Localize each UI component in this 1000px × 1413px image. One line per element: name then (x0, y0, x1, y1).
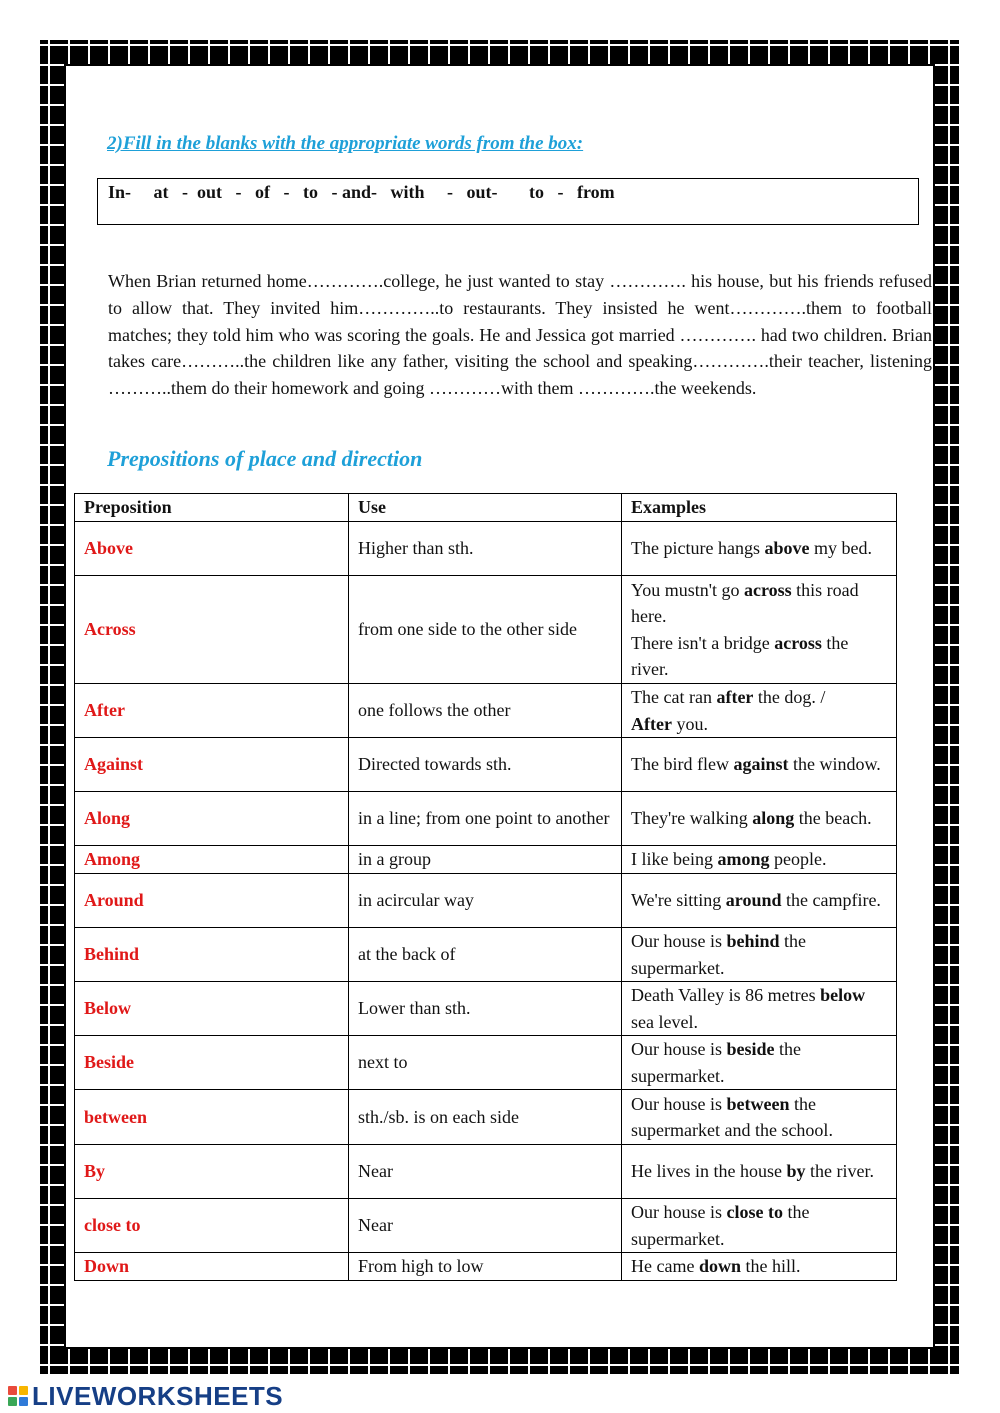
examples-cell (622, 1036, 897, 1090)
example-text: people. (769, 849, 827, 870)
example-text: you. (671, 713, 708, 734)
word-box: In- at - out - of - to - and- with - out- to - from (97, 178, 919, 225)
use-cell: one follows the other (349, 684, 622, 738)
example-sentence (631, 711, 887, 738)
example-text: the hill. (741, 1256, 801, 1277)
example-text: the beach. (794, 808, 872, 829)
table-row (75, 1253, 897, 1281)
preposition-cell: Behind (75, 928, 349, 982)
fill-in-passage: When Brian returned home………….college, he just wanted to stay …………. his house, but his friends refused to allow that. They invited him…………..to restaurants. They insisted he went………….them to football matches; they told him who was scoring the goals. He and Jessica got married …………. had two children. Brian takes care………..the children like any father, visiting the school and speaking………….their teacher, listening ………..them do their homework and going …………with them ………….the weekends. (108, 271, 932, 399)
logo-text: LIVEWORKSHEETS (32, 1380, 284, 1411)
example-keyword: around (725, 890, 782, 911)
use-cell: Lower than sth. (349, 982, 622, 1036)
use-cell: Higher than sth. (349, 522, 622, 576)
logo-block (8, 1397, 17, 1406)
examples-cell (622, 522, 897, 576)
table-row (75, 792, 897, 846)
table-row (75, 928, 897, 982)
preposition-cell: Across (75, 576, 349, 684)
examples-cell (622, 1199, 897, 1253)
example-sentence (631, 577, 887, 630)
example-keyword: After (631, 713, 672, 734)
examples-cell (622, 982, 897, 1036)
example-text: the window. (788, 754, 881, 775)
preposition-cell: After (75, 684, 349, 738)
example-text: sea level. (631, 1011, 698, 1032)
example-text: The cat ran (631, 687, 717, 707)
table-row (75, 1145, 897, 1199)
example-text: I like being (631, 849, 718, 870)
example-text: The picture hangs (631, 538, 765, 559)
examples-cell (622, 792, 897, 846)
examples-cell (622, 928, 897, 982)
preposition-cell: By (75, 1145, 349, 1199)
table-row (75, 982, 897, 1036)
example-sentence (631, 630, 887, 683)
example-keyword: across (743, 579, 792, 600)
example-text: Our house is (631, 1093, 727, 1114)
table-row (75, 576, 897, 684)
example-keyword: among (717, 849, 770, 870)
preposition-cell: Below (75, 982, 349, 1036)
examples-cell (622, 874, 897, 928)
use-cell: Directed towards sth. (349, 738, 622, 792)
use-cell: next to (349, 1036, 622, 1090)
logo-block (19, 1397, 28, 1406)
header-use: Use (349, 494, 622, 522)
example-text: the river. (631, 632, 849, 679)
use-cell: Near (349, 1145, 622, 1199)
header-preposition: Preposition (75, 494, 349, 522)
liveworksheets-logo (8, 1382, 283, 1410)
examples-cell (622, 846, 897, 874)
example-keyword: along (752, 808, 795, 829)
preposition-cell: Down (75, 1253, 349, 1281)
example-sentence (631, 1253, 887, 1280)
example-sentence (631, 982, 887, 1035)
example-sentence (631, 805, 887, 832)
examples-cell (622, 684, 897, 738)
use-cell: at the back of (349, 928, 622, 982)
example-text: Our house is (631, 1202, 727, 1222)
use-cell: in acircular way (349, 874, 622, 928)
example-keyword: down (698, 1256, 741, 1277)
example-keyword: below (820, 985, 866, 1005)
example-sentence (631, 1036, 887, 1089)
example-sentence (631, 887, 887, 914)
example-text: the supermarket. (631, 1202, 810, 1249)
use-cell: Near (349, 1199, 622, 1253)
example-keyword: above (764, 538, 810, 559)
table-body (75, 522, 897, 1281)
preposition-cell: Above (75, 522, 349, 576)
example-keyword: after (716, 687, 754, 707)
example-text: the campfire. (781, 890, 881, 911)
table-row (75, 1090, 897, 1145)
logo-icon (8, 1386, 28, 1406)
examples-cell (622, 1145, 897, 1199)
example-text: There isn't a bridge (631, 632, 775, 653)
example-keyword: against (733, 754, 789, 775)
preposition-cell: between (75, 1090, 349, 1145)
example-text: You mustn't go (631, 579, 744, 600)
example-sentence (631, 846, 887, 873)
examples-cell (622, 1253, 897, 1281)
example-sentence (631, 535, 887, 562)
example-text: We're sitting (631, 890, 726, 911)
examples-cell (622, 576, 897, 684)
logo-block (19, 1386, 28, 1395)
example-text: my bed. (809, 538, 872, 559)
example-text: the supermarket. (631, 931, 807, 978)
use-cell: in a line; from one point to another (349, 792, 622, 846)
preposition-cell: close to (75, 1199, 349, 1253)
example-sentence (631, 1091, 887, 1144)
example-text: Death Valley is 86 metres (631, 985, 821, 1005)
table-row (75, 738, 897, 792)
example-text: the river. (805, 1161, 874, 1182)
section-title: Prepositions of place and direction (107, 446, 423, 471)
table-row (75, 846, 897, 874)
prepositions-table (74, 493, 897, 1281)
example-keyword: across (774, 632, 822, 653)
example-keyword: beside (726, 1039, 775, 1059)
table-header-row (75, 494, 897, 522)
example-text: this road here. (631, 579, 859, 626)
example-sentence (631, 928, 887, 981)
example-text: the supermarket and the school. (631, 1093, 833, 1140)
preposition-cell: Among (75, 846, 349, 874)
preposition-cell: Beside (75, 1036, 349, 1090)
examples-cell (622, 738, 897, 792)
table-row (75, 1199, 897, 1253)
example-sentence (631, 1199, 887, 1252)
example-text: He lives in the house (631, 1161, 787, 1182)
example-text: The bird flew (631, 754, 734, 775)
table-row (75, 522, 897, 576)
example-keyword: between (726, 1093, 790, 1114)
table-row (75, 1036, 897, 1090)
logo-block (8, 1386, 17, 1395)
example-keyword: behind (726, 931, 780, 951)
preposition-cell: Along (75, 792, 349, 846)
use-cell: from one side to the other side (349, 576, 622, 684)
preposition-cell: Against (75, 738, 349, 792)
preposition-cell: Around (75, 874, 349, 928)
example-text: the supermarket. (631, 1039, 802, 1086)
example-text: the dog. / (753, 687, 826, 707)
use-cell: From high to low (349, 1253, 622, 1281)
example-text: He came (631, 1256, 699, 1277)
example-keyword: close to (726, 1202, 783, 1222)
example-text: Our house is (631, 931, 727, 951)
use-cell: in a group (349, 846, 622, 874)
example-text: Our house is (631, 1039, 727, 1059)
header-examples: Examples (622, 494, 897, 522)
examples-cell (622, 1090, 897, 1145)
example-sentence (631, 1158, 887, 1185)
example-sentence (631, 684, 887, 711)
example-sentence (631, 751, 887, 778)
table-row (75, 874, 897, 928)
example-keyword: by (786, 1161, 806, 1182)
exercise-title: 2)Fill in the blanks with the appropriate words from the box: (107, 133, 584, 154)
table-row (75, 684, 897, 738)
example-text: They're walking (631, 808, 753, 829)
use-cell: sth./sb. is on each side (349, 1090, 622, 1145)
